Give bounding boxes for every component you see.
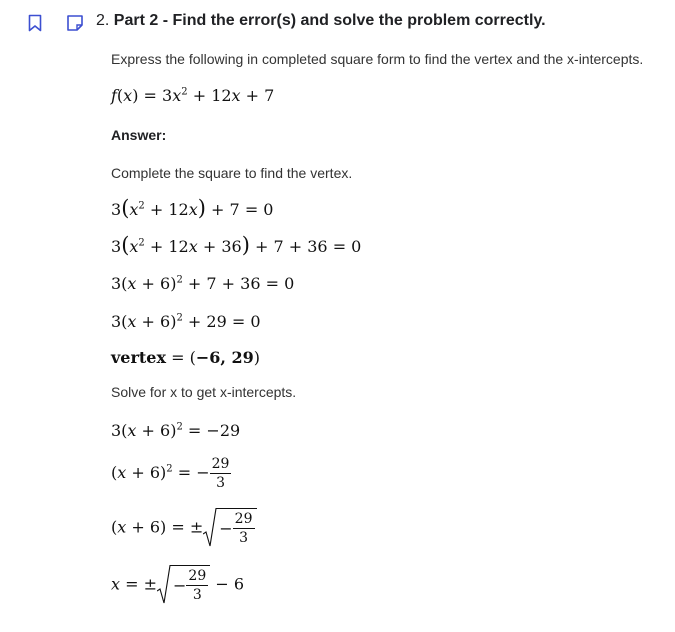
equation-2: $3(x^2 + 12x + 36) + 7 + 36 = 0$ <box>111 233 362 257</box>
step1-text: Complete the square to find the vertex. <box>111 165 353 181</box>
function-equation: $f(x) = 3x^2 + 12x + 7$ <box>111 86 275 105</box>
question-header <box>96 12 546 30</box>
equation-3: $3(x + 6)^2 + 7 + 36 = 0$ <box>111 274 295 293</box>
vertex-result: vertex = (−6, 29) <box>111 348 261 367</box>
step2-text: Solve for x to get x-intercepts. <box>111 384 297 400</box>
equation-8: x = ± − $\frac{29}{3}$ − 6 <box>111 565 244 605</box>
question-prompt: Express the following in completed square form to find the vertex and the x-intercepts. <box>111 51 644 67</box>
equation-5: $3(x + 6)^2 = -29$ <box>111 421 241 440</box>
answer-label: Answer: <box>111 127 167 143</box>
question-number: 2. <box>96 12 110 29</box>
note-icon[interactable] <box>66 14 84 37</box>
equation-4: $3(x + 6)^2 + 29 = 0$ <box>111 312 261 331</box>
equation-6: $(x + 6)^2$ = − $\frac{29}{3}$ <box>111 456 230 491</box>
equation-7: (x + 6) = ± − $\frac{29}{3}$ <box>111 508 257 548</box>
question-title: Part 2 - Find the error(s) and solve the problem correctly. <box>113 12 546 29</box>
equation-1: $3(x^2 + 12x) + 7 = 0$ <box>111 196 274 220</box>
bookmark-icon[interactable] <box>28 14 42 37</box>
